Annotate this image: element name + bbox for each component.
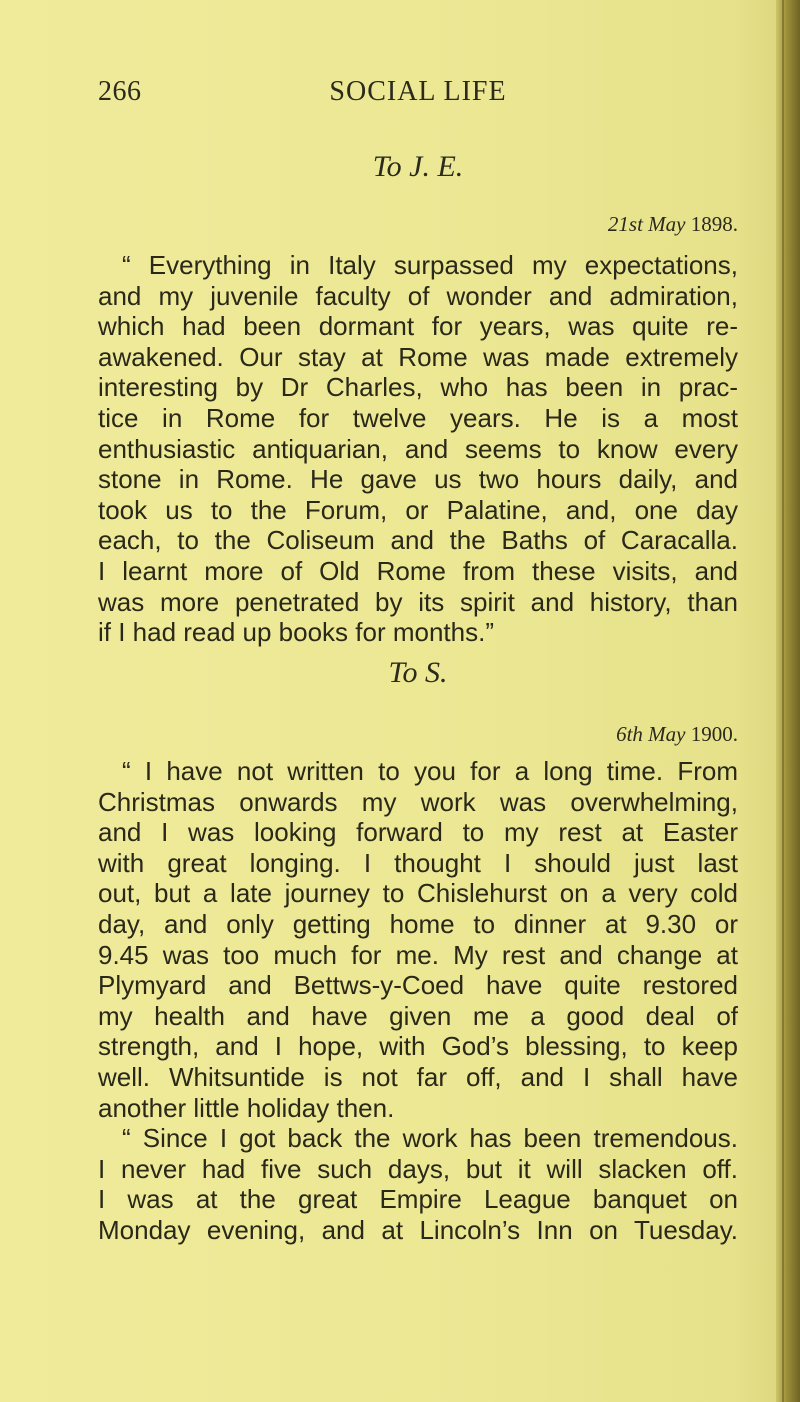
text-line: out, but a late journey to Chislehurst on a very cold [98,878,738,909]
page-edge-shadow [776,0,800,1402]
letter-date-year-2: 1900. [690,722,738,746]
letter-body-2 [98,756,738,1246]
text-line: took us to the Forum, or Palatine, and, one day [98,494,738,525]
text-line: was more penetrated by its spirit and history, than [98,586,738,617]
text-line: enthusiastic antiquarian, and seems to know every [98,433,738,464]
letter-date-year-1: 1898. [690,212,738,236]
running-title: SOCIAL LIFE [329,76,507,107]
letter-date-day-2: 6th May [616,722,686,746]
text-line: each, to the Coliseum and the Baths of Caracalla. [98,525,738,556]
text-line: “ Since I got back the work has been tremendous. [122,1123,738,1154]
letter-date-1 [608,212,738,237]
text-line: I was at the great Empire League banquet on [98,1184,738,1215]
text-line: 9.45 was too much for me. My rest and change at [98,939,738,970]
text-line: if I had read up books for months.” [98,617,494,648]
letter-heading-2: To S. [388,656,448,689]
page-header [98,76,738,116]
text-line: Plymyard and Bettws-y-Coed have quite restored [98,970,738,1001]
text-line: Monday evening, and at Lincoln’s Inn on Tuesday. [98,1214,738,1245]
text-line: stone in Rome. He gave us two hours daily, and [98,464,738,495]
text-line: and I was looking forward to my rest at Easter [98,817,738,848]
text-line: “ Everything in Italy surpassed my expectations, [122,250,738,280]
text-line: well. Whitsuntide is not far off, and I shall have [98,1061,738,1092]
text-line: awakened. Our stay at Rome was made extremely [98,341,738,372]
letter-date-2 [616,722,738,747]
text-line: I learnt more of Old Rome from these visits, and [98,555,738,586]
letter-date-day-1: 21st May [607,212,686,236]
text-line: and my juvenile faculty of wonder and admiration, [98,280,738,311]
text-line: I never had five such days, but it will slacken off. [98,1153,738,1184]
text-line: another little holiday then. [98,1092,395,1123]
text-line: with great longing. I thought I should just last [98,847,738,878]
text-line: day, and only getting home to dinner at 9.30 or [98,908,738,939]
text-line: my health and have given me a good deal of [98,1000,738,1031]
text-line: which had been dormant for years, was quite re- [98,311,738,342]
text-line: “ I have not written to you for a long time. From [122,756,738,786]
letter-body-1 [98,250,738,648]
text-line: Christmas onwards my work was overwhelming, [98,786,738,817]
letter-heading-1: To J. E. [372,150,464,183]
text-line: interesting by Dr Charles, who has been in prac- [98,372,738,403]
text-line: strength, and I hope, with God’s blessing, to keep [98,1031,738,1062]
text-line: tice in Rome for twelve years. He is a most [98,402,738,433]
page-number: 266 [98,76,142,107]
